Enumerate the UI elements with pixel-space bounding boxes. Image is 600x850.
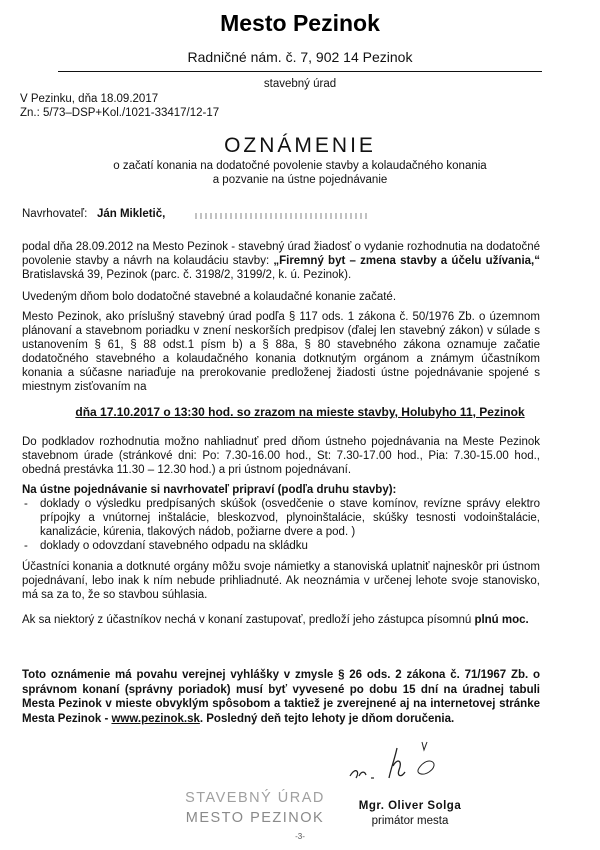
public-notice-end: . Posledný deň tejto lehoty je dňom doručenia. bbox=[199, 712, 455, 725]
power-of-attorney: plnú moc. bbox=[474, 614, 529, 626]
signer-block bbox=[340, 799, 480, 829]
paragraph-objections: Účastníci konania a dotknuté orgány môžu svoje námietky a stanoviská uplatniť najneskôr pri ústnom pojednávaní, lebo inak k ním nebude prihliadnuté. Ak neoznámia v určenej lehote svoje stanovisko, má sa za to, že so stavbou súhlasia. bbox=[22, 561, 540, 601]
paragraph-request bbox=[22, 240, 540, 282]
page-number: -3- bbox=[295, 832, 305, 841]
applicant-name: Ján Mikletič, bbox=[96, 208, 166, 220]
reference-number: Zn.: 5/73–DSP+Kol./1021-33417/12-17 bbox=[20, 107, 220, 119]
header-divider bbox=[58, 71, 542, 72]
paragraph-documents: Do podkladov rozhodnutia možno nahliadnuť pred dňom ústneho pojednávania na Meste Pezinok stavebnom úrade (stránkové dni: Po: 7.30-16.00 hod., St: 7.30-17.00 hod., Pia: 7.30-15.00 hod., obedná prestávka 11.30 – 12.30 hod.) a pri ústnom pojednávaní. bbox=[22, 436, 540, 476]
subtitle-line-1: o začatí konania na dodatočné povolenie stavby a kolaudačného konania bbox=[113, 160, 487, 172]
representation-text: Ak sa niektorý z účastníkov nechá v konaní zastupovať, predloží jeho zástupca písomnú bbox=[22, 614, 475, 626]
applicant bbox=[22, 208, 165, 220]
redacted-address bbox=[195, 213, 370, 219]
paragraph-representation bbox=[22, 613, 540, 627]
list-item: - doklady o výsledku predpísaných skúšok (osvedčenie o stave komínov, revízne správy elektro prípojky a vnútornej inštalácie, bleskozvod, plynoinštalácie, skúšky tesnosti vodoinštalácie, kanalizácie, kúrenia, tlakových nádob, požiarne dvere a pod. ) bbox=[22, 497, 540, 539]
official-stamp bbox=[175, 788, 335, 828]
public-notice-text: Toto oznámenie má povahu verejnej vyhlášky v zmysle § 26 ods. 2 zákona č. 71/1967 Zb. o správnom konaní (správny poriadok) musí byť vyvesené po dobu 15 dní na úradnej tabuli Mesta Pezinok v mieste obvyklým spôsobom a taktiež je zverejnené aj na internetovej stránke Mesta Pezinok - bbox=[22, 669, 540, 725]
notice-subtitle bbox=[0, 159, 600, 187]
issue-date: V Pezinku, dňa 18.09.2017 bbox=[20, 93, 159, 105]
list-item: - doklady o odovzdaní stavebného odpadu na skládku bbox=[22, 539, 540, 553]
office-address: Radničné nám. č. 7, 902 14 Pezinok bbox=[187, 49, 413, 65]
website-link[interactable]: www.pezinok.sk bbox=[111, 712, 200, 725]
stamp-line-2: MESTO PEZINOK bbox=[185, 810, 325, 826]
date-block bbox=[20, 92, 219, 120]
preparation-title: Na ústne pojednávanie si navrhovateľ pripraví (podľa druhu stavby): bbox=[22, 484, 397, 496]
office-name: stavebný úrad bbox=[263, 78, 337, 90]
preparation-list bbox=[22, 497, 540, 553]
subtitle-line-2: a pozvanie na ústne pojednávanie bbox=[212, 174, 388, 186]
signature-icon bbox=[345, 738, 455, 788]
document-title: Mesto Pezinok bbox=[220, 10, 380, 36]
public-notice bbox=[22, 668, 540, 726]
preparation-section bbox=[22, 483, 540, 553]
paragraph-started: Uvedeným dňom bolo dodatočné stavebné a kolaudačné konanie začaté. bbox=[22, 291, 397, 303]
stamp-line-1: STAVEBNÝ ÚRAD bbox=[185, 790, 325, 806]
request-text: podal dňa 28.09.2012 na Mesto Pezinok - stavebný úrad žiadosť o vydanie rozhodnutia na dodatočné povolenie stavby a návrh na kolaudáciu stavby: bbox=[22, 241, 540, 267]
project-name: „Firemný byt – zmena stavby a účelu užívania,“ bbox=[273, 255, 540, 267]
notice-heading: OZNÁMENIE bbox=[224, 134, 376, 157]
signer-role: primátor mesta bbox=[371, 815, 449, 827]
applicant-label: Navrhovateľ: bbox=[22, 208, 88, 220]
project-location: Bratislavská 39, Pezinok (parc. č. 3198/2, 3199/2, k. ú. Pezinok). bbox=[22, 269, 352, 281]
signer-name: Mgr. Oliver Solga bbox=[358, 800, 462, 812]
hearing-date: dňa 17.10.2017 o 13:30 hod. so zrazom na mieste stavby, Holubyho 11, Pezinok bbox=[75, 405, 525, 419]
paragraph-legal: Mesto Pezinok, ako príslušný stavebný úrad podľa § 117 ods. 1 zákona č. 50/1976 Zb. o územnom plánovaní a stavebnom poriadku v znení neskorších predpisov (ďalej len stavebný zákon) v súlade s ustanovením § 61, § 88 odst.1 písm b) a § 88a, § 80 stavebného zákona oznamuje začatie dodatočného stavebného a kolaudačného konania dotknutým orgánom a známym účastníkom konania a súčasne nariaďuje na prerokovanie predloženej žiadosti ústne pojednávanie spojené s miestnym zisťovaním na bbox=[22, 311, 540, 393]
